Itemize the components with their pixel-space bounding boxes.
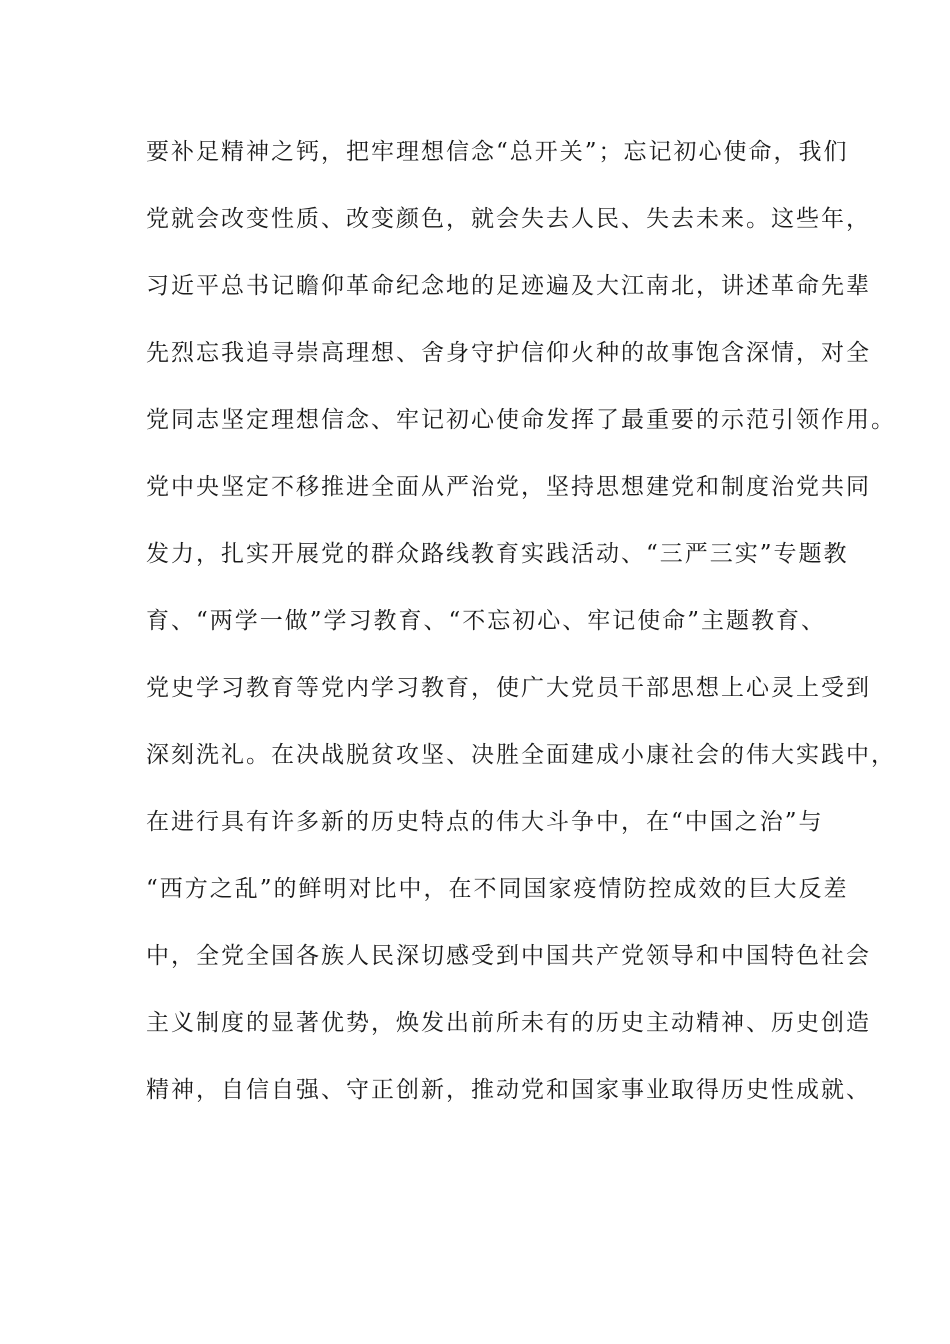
text-line: 党同志坚定理想信念、牢记初心使命发挥了最重要的示范引领作用。 [146,407,896,433]
text-line: 育、“两学一做”学习教育、“不忘初心、牢记使命”主题教育、 [146,608,827,634]
text-line: 先烈忘我追寻崇高理想、舍身守护信仰火种的故事饱含深情，对全 [146,340,871,366]
text-line: 要补足精神之钙，把牢理想信念“总开关”；忘记初心使命，我们 [146,139,849,165]
text-line: 党史学习教育等党内学习教育，使广大党员干部思想上心灵上受到 [146,675,871,701]
text-line: 在进行具有许多新的历史特点的伟大斗争中，在“中国之治”与 [146,809,824,835]
text-line: 习近平总书记瞻仰革命纪念地的足迹遍及大江南北，讲述革命先辈 [146,273,871,299]
text-line: 深刻洗礼。在决战脱贫攻坚、决胜全面建成小康社会的伟大实践中， [146,742,896,768]
text-line: 党中央坚定不移推进全面从严治党，坚持思想建党和制度治党共同 [146,474,871,500]
text-line: “西方之乱”的鲜明对比中，在不同国家疫情防控成效的巨大反差 [146,876,849,902]
text-line: 精神，自信自强、守正创新，推动党和国家事业取得历史性成就、 [146,1077,871,1103]
body-text [146,128,896,1133]
text-line: 主义制度的显著优势，焕发出前所未有的历史主动精神、历史创造 [146,1010,871,1036]
text-line: 发力，扎实开展党的群众路线教育实践活动、“三严三实”专题教 [146,541,849,567]
text-line: 党就会改变性质、改变颜色，就会失去人民、失去未来。这些年， [146,206,871,232]
text-line: 中，全党全国各族人民深切感受到中国共产党领导和中国特色社会 [146,943,871,969]
